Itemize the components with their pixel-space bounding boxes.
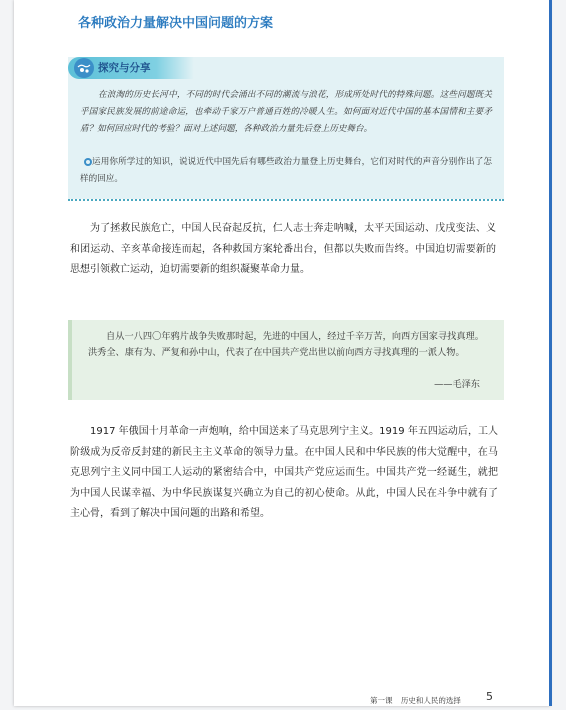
- quote-attribution: ——毛泽东: [434, 379, 480, 390]
- globe-people-icon: [74, 58, 94, 78]
- body-paragraph-2: 1917 年俄国十月革命一声炮响，给中国送来了马克思列宁主义。1919 年五四运动后，工人阶级成为反帝反封建的新民主主义革命的领导力量。在中国人民和中华民族的伟大觉醒中，在马克思列宁主义同中国工人运动的紧密结合中，中国共产党应运而生。中国共产党一经诞生，就把为中国人民谋幸福、为中华民族谋复兴确立为自己的初心使命。从此，中国人民在斗争中就有了主心骨，看到了解决中国问题的出路和希望。: [70, 426, 498, 519]
- page-edge-rule: [549, 0, 552, 706]
- explore-header: [68, 57, 194, 79]
- footer-lesson: 第一课: [370, 696, 393, 705]
- section-title: 各种政治力量解决中国问题的方案: [78, 16, 274, 31]
- dotted-divider: [68, 199, 504, 201]
- explore-intro-text: 在浪淘的历史长河中，不同的时代会涌出不同的潮流与浪花，形成所处时代的特殊问题。这些问题既关乎国家民族发展的前途命运，也牵动千家万户普通百姓的冷暖人生。如何面对近代中国的基本国情和主要矛盾？如何回应时代的考验？面对上述问题，各种政治力量先后登上历史舞台。: [80, 90, 492, 134]
- body-paragraph-1: 为了拯救民族危亡，中国人民奋起反抗，仁人志士奔走呐喊，太平天国运动、戊戌变法、义和团运动、辛亥革命接连而起，各种救国方案轮番出台，但都以失败而告终。中国迫切需要新的思想引领救亡运动，迫切需要新的组织凝聚革命力量。: [70, 223, 496, 275]
- explore-header-label: 探究与分享: [98, 62, 151, 74]
- page-number: 5: [486, 690, 493, 703]
- quote-box: [68, 320, 504, 400]
- explore-share-box: [68, 57, 504, 199]
- explore-question-text: 运用你所学过的知识，说说近代中国先后有哪些政治力量登上历史舞台，它们对时代的声音分别作出了怎样的回应。: [80, 157, 492, 184]
- footer-lesson-title: 历史和人民的选择: [400, 696, 461, 705]
- page-footer: [370, 695, 467, 706]
- quote-text: 自从一八四〇年鸦片战争失败那时起，先进的中国人，经过千辛万苦，向西方国家寻找真理。洪秀全、康有为、严复和孙中山，代表了在中国共产党出世以前向西方寻找真理的一派人物。: [88, 331, 484, 358]
